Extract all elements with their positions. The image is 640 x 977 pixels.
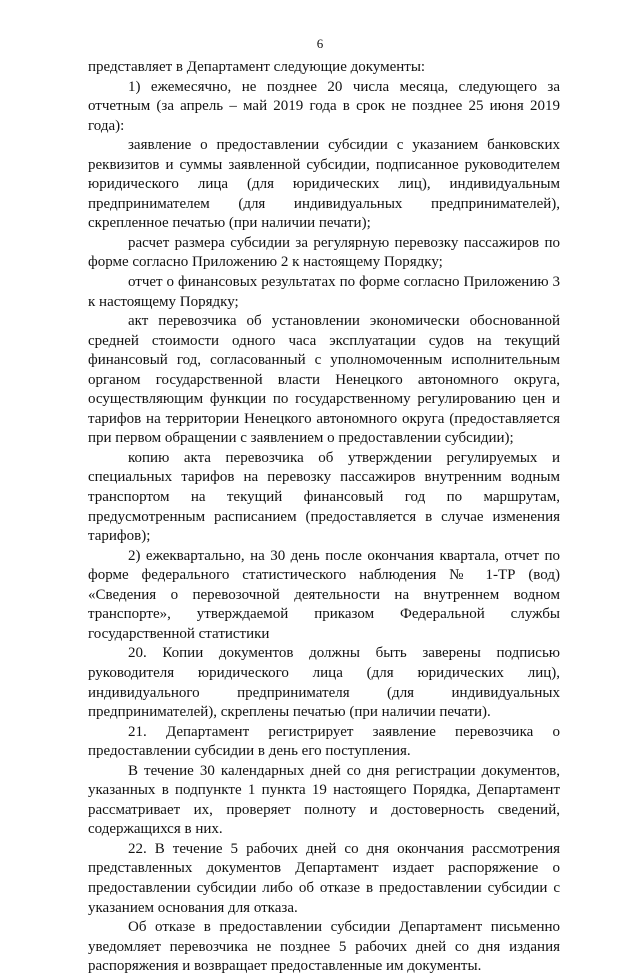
paragraph-tariffs-act-copy: копию акта перевозчика об утверждении регулируемых и специальных тарифов на перевозку пассажиров внутренним водным транспортом на текущий финансовый год по маршрутам, предусмотренным расписанием (предоставляется в случае изменения тарифов); xyxy=(88,449,560,545)
paragraph-carrier-act: акт перевозчика об установлении экономически обоснованной средней стоимости одного часа эксплуатации судов на текущий финансовый год, согласованный с уполномоченным исполнительным органом государственной власти Ненецкого автономного округа, осуществляющим функции по государственному регулированию цен и тарифов на территории Ненецкого автономного округа (предоставляется при первом обращении с заявлением о предоставлении субсидии); xyxy=(88,313,560,447)
paragraph-subsidy-application: заявление о предоставлении субсидии с указанием банковских реквизитов и суммы заявленной субсидии, подписанное руководителем юридического лица (для юридических лиц), индивидуальным предпринимателем (для индивидуальных предпринимателей), скрепленное печатью (при наличии печати); xyxy=(88,137,560,232)
paragraph-monthly-docs: 1) ежемесячно, не позднее 20 числа месяца, следующего за отчетным (за апрель – май 2019 года в срок не позднее 25 июня 2019 года): xyxy=(88,78,560,134)
paragraph-subsidy-calculation: расчет размера субсидии за регулярную перевозку пассажиров по форме согласно Приложению 2 к настоящему Порядку; xyxy=(88,234,560,271)
paragraph-intro: представляет в Департамент следующие документы: xyxy=(88,59,426,75)
page-number: 6 xyxy=(316,36,324,51)
paragraph-item-22: 22. В течение 5 рабочих дней со дня окончания рассмотрения представленных документов Департамент издает распоряжение о предоставлении субсидии либо об отказе в предоставлении субсидии с указанием основания для отказа. xyxy=(88,840,560,916)
paragraph-quarterly-report: 2) ежеквартально, на 30 день после окончания квартала, отчет по форме федерального статистического наблюдения № 1-ТР (вод) «Сведения о перевозочной деятельности на внутреннем водном транспорте», утверждаемой приказом Федеральной службы государственной статистики xyxy=(88,547,560,642)
paragraph-refusal-notice: Об отказе в предоставлении субсидии Департамент письменно уведомляет перевозчика не позднее 5 рабочих дней со дня издания распоряжения и возвращает предоставленные им документы. xyxy=(88,919,560,975)
paragraph-financial-report: отчет о финансовых результатах по форме согласно Приложению 3 к настоящему Порядку; xyxy=(88,274,560,310)
paragraph-item-21: 21. Департамент регистрирует заявление перевозчика о предоставлении субсидии в день его поступления. xyxy=(88,723,560,760)
paragraph-item-20: 20. Копии документов должны быть заверены подписью руководителя юридического лица (для юридических лиц), индивидуального предпринимателя (для индивидуальных предпринимателей), скреплены печатью (при наличии печати). xyxy=(88,645,560,721)
document-body xyxy=(88,58,560,977)
paragraph-review-period: В течение 30 календарных дней со дня регистрации документов, указанных в подпункте 1 пункта 19 настоящего Порядка, Департамент рассматривает их, проверяет полноту и достоверность сведений, содержащихся в них. xyxy=(88,762,560,838)
